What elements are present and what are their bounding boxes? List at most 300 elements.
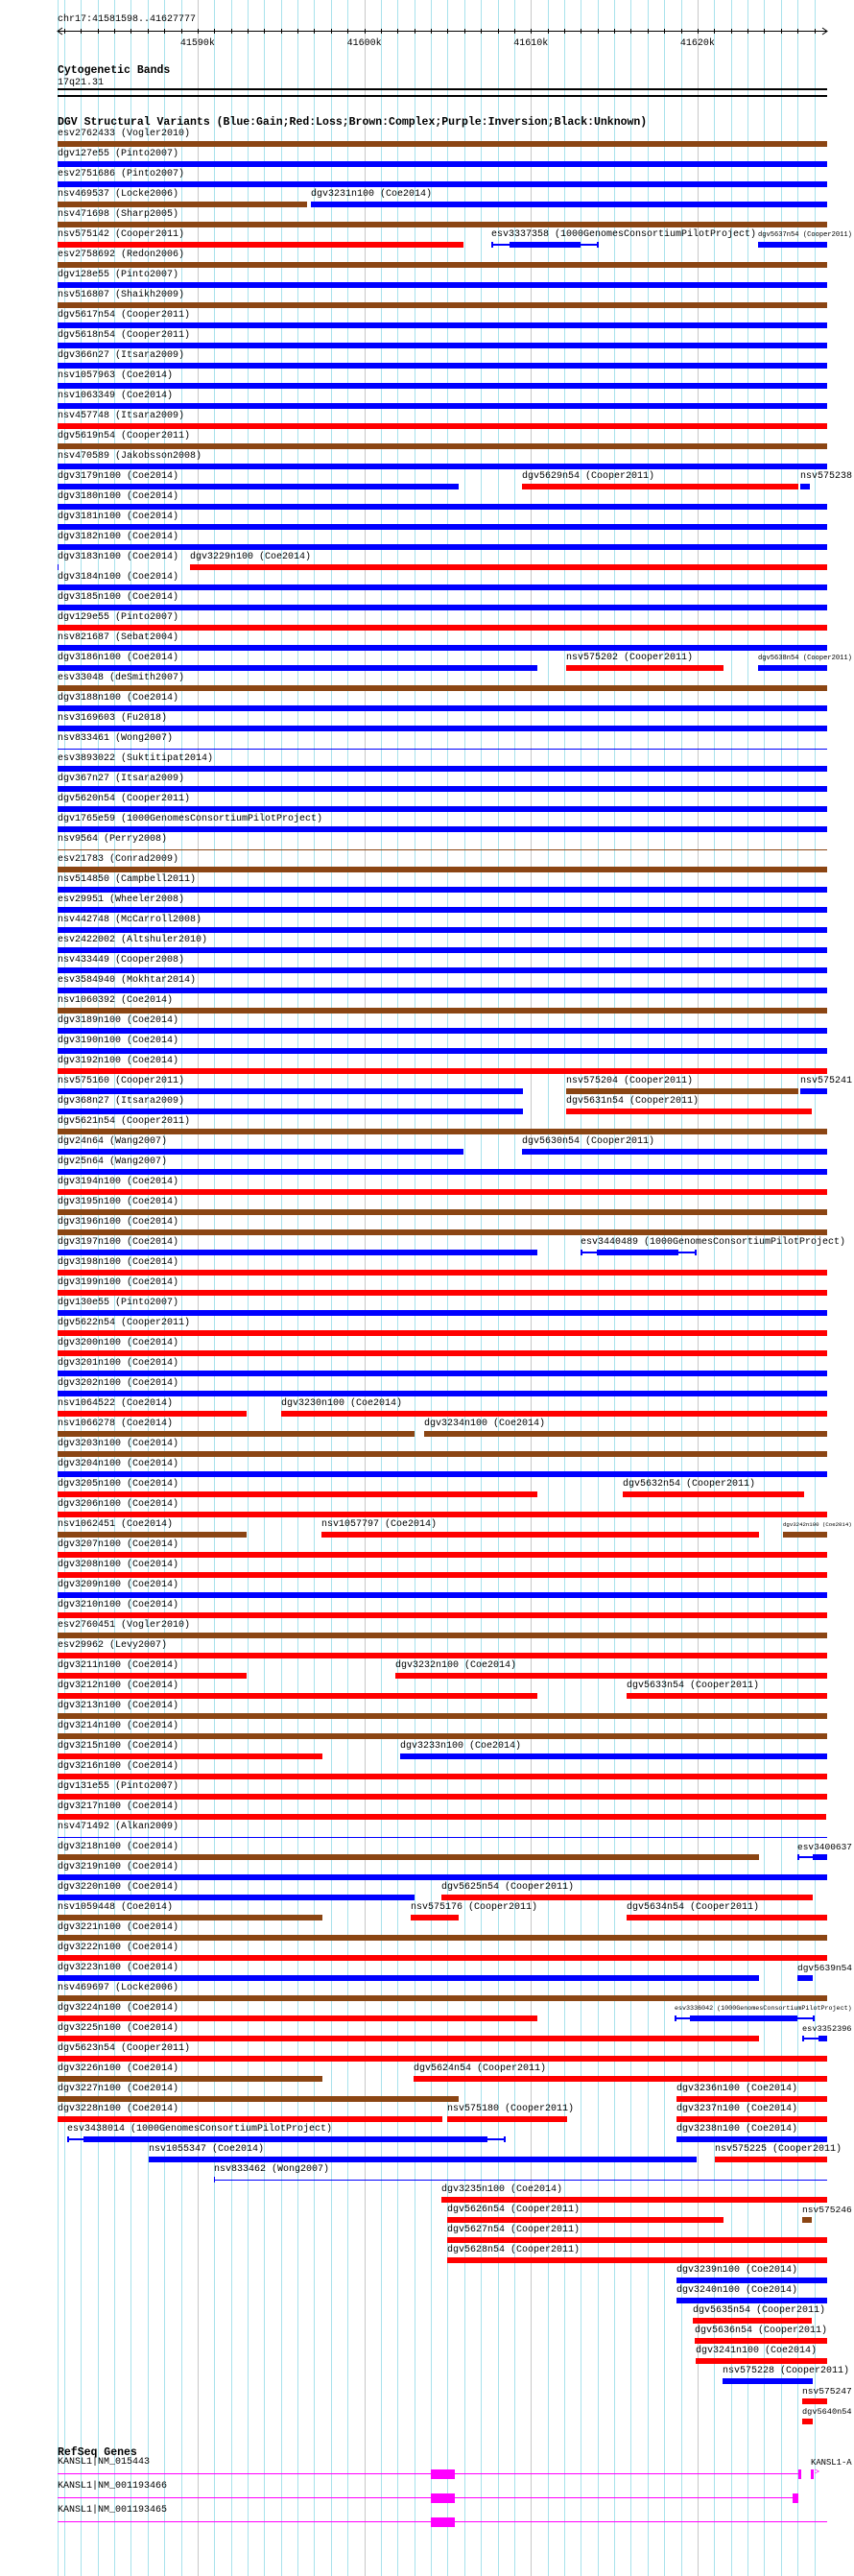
- variant-label: esv3584940 (Mokhtar2014): [58, 975, 197, 986]
- variant-bar[interactable]: [58, 302, 827, 308]
- variant-bar[interactable]: [522, 484, 798, 489]
- variant-label: dgv3184n100 (Coe2014): [58, 572, 179, 583]
- variant-bar[interactable]: [58, 1693, 537, 1699]
- variant-label: nsv469537 (Locke2006): [58, 189, 179, 200]
- variant-label: nsv833461 (Wong2007): [58, 733, 174, 744]
- variant-bar[interactable]: [510, 242, 581, 248]
- variant-bar[interactable]: [800, 1088, 827, 1094]
- variant-label: nsv433449 (Cooper2008): [58, 955, 185, 966]
- variant-bar[interactable]: [58, 1592, 827, 1598]
- variant-label: dgv3227n100 (Coe2014): [58, 2084, 179, 2094]
- gene-label: KANSL1|NM_001193466: [58, 2481, 168, 2492]
- variant-bar[interactable]: [58, 849, 827, 850]
- variant-label: dgv3203n100 (Coe2014): [58, 1439, 179, 1449]
- variant-label: nsv471698 (Sharp2005): [58, 209, 179, 220]
- variant-label: dgv25n64 (Wang2007): [58, 1157, 168, 1167]
- variant-label: dgv5636n54 (Cooper2011): [695, 2326, 828, 2336]
- variant-bar[interactable]: [58, 1837, 827, 1838]
- variant-bar[interactable]: [58, 1874, 827, 1880]
- variant-bar[interactable]: [58, 988, 827, 993]
- variant-bar[interactable]: [58, 484, 459, 489]
- variant-bar[interactable]: [813, 1854, 827, 1860]
- variant-bar[interactable]: [627, 1693, 827, 1699]
- variant-bar[interactable]: [58, 1935, 827, 1941]
- variant-label: dgv5621n54 (Cooper2011): [58, 1116, 191, 1127]
- variant-label: dgv3185n100 (Coe2014): [58, 592, 179, 603]
- variant-bar[interactable]: [149, 2157, 697, 2162]
- variant-label: dgv5631n54 (Cooper2011): [566, 1096, 700, 1107]
- variant-bar[interactable]: [58, 907, 827, 913]
- variant-bar[interactable]: [214, 2180, 827, 2181]
- variant-label: dgv3229n100 (Coe2014): [190, 552, 312, 562]
- variant-bar[interactable]: [58, 1975, 759, 1981]
- variant-bar[interactable]: [566, 1109, 812, 1114]
- variant-label: dgv3182n100 (Coe2014): [58, 532, 179, 542]
- variant-bar[interactable]: [58, 726, 827, 731]
- variant-label: dgv3205n100 (Coe2014): [58, 1479, 179, 1490]
- variant-label: dgv130e55 (Pinto2007): [58, 1298, 179, 1308]
- variant-bar[interactable]: [58, 2116, 442, 2122]
- variant-label: esv2751686 (Pinto2007): [58, 169, 185, 179]
- variant-label: nsv457748 (Itsara2009): [58, 411, 185, 421]
- variant-label: esv21783 (Conrad2009): [58, 854, 179, 865]
- variant-bar[interactable]: [58, 1048, 827, 1054]
- variant-bar[interactable]: [696, 2358, 827, 2364]
- variant-label: dgv3224n100 (Coe2014): [58, 2003, 179, 2014]
- variant-label: nsv575241: [800, 1076, 853, 1086]
- gene-exon[interactable]: [811, 2469, 814, 2479]
- variant-label: dgv3225n100 (Coe2014): [58, 2023, 179, 2034]
- variant-bar[interactable]: [58, 1169, 827, 1175]
- variant-bar[interactable]: [58, 282, 827, 288]
- variant-bar[interactable]: [58, 222, 827, 227]
- variant-bar[interactable]: [715, 2157, 827, 2162]
- axis-tick-label: 41620k: [679, 38, 715, 48]
- variant-label: nsv575204 (Cooper2011): [566, 1076, 694, 1086]
- variant-bar[interactable]: [424, 1431, 827, 1437]
- variant-label: dgv3211n100 (Coe2014): [58, 1660, 179, 1671]
- gene-exon[interactable]: [798, 2469, 801, 2479]
- gene-exon[interactable]: [431, 2493, 455, 2503]
- variant-bar[interactable]: [58, 464, 827, 469]
- variant-bar[interactable]: [58, 685, 827, 691]
- variant-label: nsv1062451 (Coe2014): [58, 1519, 174, 1530]
- variant-bar[interactable]: [58, 1895, 415, 1900]
- variant-label: dgv3221n100 (Coe2014): [58, 1922, 179, 1933]
- variant-bar[interactable]: [83, 2136, 487, 2142]
- variant-bar[interactable]: [758, 665, 827, 671]
- variant-label: dgv5617n54 (Cooper2011): [58, 310, 191, 321]
- variant-bar[interactable]: [441, 2197, 827, 2203]
- cyto-title: Cytogenetic Bands: [58, 64, 171, 77]
- variant-label: nsv575238: [800, 471, 853, 482]
- variant-label: dgv366n27 (Itsara2009): [58, 350, 185, 361]
- variant-label: dgv5637n54 (Cooper2011): [758, 231, 852, 239]
- gene-exon[interactable]: [793, 2493, 798, 2503]
- variant-bar[interactable]: [58, 1995, 827, 2001]
- gene-label: KANSL1-A: [811, 2458, 852, 2468]
- variant-bar[interactable]: [797, 1975, 813, 1981]
- variant-label: dgv3233n100 (Coe2014): [400, 1741, 522, 1752]
- variant-bar[interactable]: [58, 242, 463, 248]
- variant-bar[interactable]: [58, 786, 827, 792]
- variant-label: dgv3201n100 (Coe2014): [58, 1358, 179, 1369]
- variant-label: dgv3216n100 (Coe2014): [58, 1761, 179, 1772]
- variant-bar[interactable]: [58, 1270, 827, 1276]
- variant-label: nsv575247: [802, 2386, 852, 2397]
- variant-label: esv2422002 (Altshuler2010): [58, 935, 208, 945]
- variant-bar[interactable]: [58, 423, 827, 429]
- variant-bar[interactable]: [58, 1209, 827, 1215]
- variant-bar[interactable]: [58, 1350, 827, 1356]
- variant-label: nsv3169603 (Fu2018): [58, 713, 168, 724]
- variant-bar[interactable]: [58, 2015, 537, 2021]
- variant-label: dgv3213n100 (Coe2014): [58, 1701, 179, 1711]
- variant-bar[interactable]: [818, 2036, 827, 2041]
- variant-bar[interactable]: [676, 2096, 827, 2102]
- variant-bar[interactable]: [676, 2116, 827, 2122]
- variant-label: dgv3190n100 (Coe2014): [58, 1036, 179, 1046]
- variant-bar[interactable]: [58, 161, 827, 167]
- variant-bar[interactable]: [190, 564, 827, 570]
- variant-whisker: [581, 1250, 582, 1255]
- gene-exon[interactable]: [431, 2469, 455, 2479]
- variant-label: nsv514850 (Campbell2011): [58, 874, 197, 885]
- variant-bar[interactable]: [58, 202, 307, 207]
- variant-label: dgv3230n100 (Coe2014): [281, 1398, 403, 1409]
- variant-label: esv3336042 (1000GenomesConsortiumPilotProject): [675, 2005, 852, 2013]
- variant-bar[interactable]: [58, 383, 827, 389]
- ruler-axis[interactable]: [0, 23, 854, 48]
- variant-bar[interactable]: [447, 2257, 827, 2263]
- gene-exon[interactable]: [431, 2517, 455, 2527]
- variant-label: dgv5629n54 (Cooper2011): [522, 471, 655, 482]
- variant-label: dgv5623n54 (Cooper2011): [58, 2043, 191, 2054]
- variant-bar[interactable]: [58, 1129, 827, 1134]
- variant-bar[interactable]: [58, 443, 827, 449]
- variant-label: dgv3218n100 (Coe2014): [58, 1842, 179, 1852]
- variant-bar[interactable]: [58, 947, 827, 953]
- variant-bar[interactable]: [58, 1330, 827, 1336]
- variant-bar[interactable]: [58, 1451, 827, 1457]
- variant-bar[interactable]: [58, 1109, 523, 1114]
- variant-bar[interactable]: [58, 1612, 827, 1618]
- variant-label: dgv3241n100 (Coe2014): [696, 2346, 818, 2356]
- variant-label: nsv471492 (Alkan2009): [58, 1822, 179, 1832]
- variant-bar[interactable]: [58, 1068, 827, 1074]
- variant-bar[interactable]: [58, 2076, 322, 2082]
- variant-label: nsv575225 (Cooper2011): [715, 2144, 842, 2155]
- variant-bar[interactable]: [58, 605, 827, 610]
- variant-label: dgv5618n54 (Cooper2011): [58, 330, 191, 341]
- variant-label: esv3352396: [802, 2024, 852, 2034]
- variant-label: dgv5640n54: [802, 2407, 852, 2417]
- variant-bar[interactable]: [58, 322, 827, 328]
- variant-label: dgv127e55 (Pinto2007): [58, 149, 179, 159]
- variant-bar[interactable]: [566, 1088, 798, 1094]
- variant-label: dgv3220n100 (Coe2014): [58, 1882, 179, 1893]
- variant-bar[interactable]: [58, 504, 827, 510]
- variant-label: dgv131e55 (Pinto2007): [58, 1781, 179, 1792]
- variant-bar[interactable]: [58, 749, 827, 750]
- variant-bar[interactable]: [566, 665, 724, 671]
- variant-bar[interactable]: [58, 141, 827, 147]
- variant-bar[interactable]: [58, 1008, 827, 1014]
- variant-label: dgv5628n54 (Cooper2011): [447, 2245, 581, 2255]
- variant-label: dgv3208n100 (Coe2014): [58, 1560, 179, 1570]
- variant-bar[interactable]: [58, 645, 827, 651]
- variant-label: dgv5619n54 (Cooper2011): [58, 431, 191, 441]
- variant-bar[interactable]: [723, 2378, 812, 2384]
- variant-label: dgv3222n100 (Coe2014): [58, 1943, 179, 1953]
- variant-bar[interactable]: [58, 826, 827, 832]
- variant-whisker: [802, 2036, 804, 2041]
- variant-label: dgv3192n100 (Coe2014): [58, 1056, 179, 1066]
- variant-bar[interactable]: [58, 1189, 827, 1195]
- variant-bar[interactable]: [758, 242, 827, 248]
- variant-bar[interactable]: [522, 1149, 827, 1155]
- variant-label: dgv3202n100 (Coe2014): [58, 1378, 179, 1389]
- axis-tick-label: 41600k: [346, 38, 382, 48]
- variant-label: nsv1060392 (Coe2014): [58, 995, 174, 1006]
- variant-bar[interactable]: [58, 927, 827, 933]
- variant-label: dgv3209n100 (Coe2014): [58, 1580, 179, 1590]
- variant-bar[interactable]: [58, 1552, 827, 1558]
- variant-bar[interactable]: [693, 2318, 811, 2324]
- variant-bar[interactable]: [800, 484, 810, 489]
- variant-bar[interactable]: [58, 403, 827, 409]
- variant-label: dgv3237n100 (Coe2014): [676, 2104, 798, 2114]
- variant-label: dgv3239n100 (Coe2014): [676, 2265, 798, 2276]
- variant-bar[interactable]: [58, 1229, 827, 1235]
- variant-bar[interactable]: [676, 2136, 827, 2142]
- variant-bar[interactable]: [58, 1491, 537, 1497]
- variant-label: dgv3197n100 (Coe2014): [58, 1237, 179, 1248]
- variant-label: dgv3183n100 (Coe2014): [58, 552, 179, 562]
- variant-bar[interactable]: [58, 1310, 827, 1316]
- variant-bar[interactable]: [58, 1088, 523, 1094]
- variant-bar[interactable]: [414, 2076, 827, 2082]
- variant-bar[interactable]: [58, 1572, 827, 1578]
- variant-end-tick: [214, 2177, 215, 2182]
- variant-bar[interactable]: [58, 665, 537, 671]
- variant-label: dgv3226n100 (Coe2014): [58, 2063, 179, 2074]
- variant-label: dgv3195n100 (Coe2014): [58, 1197, 179, 1207]
- variant-bar[interactable]: [58, 1955, 827, 1961]
- variant-bar[interactable]: [58, 1915, 322, 1920]
- variant-label: dgv3219n100 (Coe2014): [58, 1862, 179, 1872]
- variant-bar[interactable]: [802, 2217, 812, 2223]
- gene-intron-line[interactable]: [58, 2473, 800, 2474]
- variant-label: nsv1064522 (Coe2014): [58, 1398, 174, 1409]
- variant-bar[interactable]: [58, 2056, 827, 2062]
- variant-bar[interactable]: [58, 343, 827, 348]
- variant-bar[interactable]: [58, 564, 59, 570]
- variant-label: dgv3232n100 (Coe2014): [395, 1660, 517, 1671]
- variant-label: nsv1055347 (Coe2014): [149, 2144, 265, 2155]
- variant-whisker: [797, 1854, 799, 1860]
- variant-bar[interactable]: [58, 1391, 827, 1396]
- variant-label: dgv5622n54 (Cooper2011): [58, 1318, 191, 1328]
- variant-bar[interactable]: [58, 1250, 537, 1255]
- variant-label: esv3893022 (Suktitipat2014): [58, 753, 214, 764]
- gene-intron-line[interactable]: [58, 2497, 798, 2498]
- variant-bar[interactable]: [281, 1411, 827, 1417]
- variant-bar[interactable]: [58, 887, 827, 893]
- variant-label: dgv3240n100 (Coe2014): [676, 2285, 798, 2296]
- variant-label: dgv5635n54 (Cooper2011): [693, 2305, 826, 2316]
- variant-label: esv3440489 (1000GenomesConsortiumPilotProject): [581, 1237, 846, 1248]
- variant-label: dgv3236n100 (Coe2014): [676, 2084, 798, 2094]
- variant-bar[interactable]: [58, 181, 827, 187]
- variant-bar[interactable]: [58, 1290, 827, 1296]
- variant-bar[interactable]: [695, 2338, 827, 2344]
- variant-bar[interactable]: [58, 1532, 247, 1538]
- variant-bar[interactable]: [441, 1895, 812, 1900]
- variant-label: nsv1057963 (Coe2014): [58, 370, 174, 381]
- variant-bar[interactable]: [597, 1250, 678, 1255]
- strand-arrow-icon: >: [814, 2468, 820, 2477]
- variant-bar[interactable]: [802, 2398, 827, 2404]
- variant-label: dgv5639n54: [797, 1963, 853, 1973]
- variant-bar[interactable]: [58, 1753, 322, 1759]
- variant-label: nsv833462 (Wong2007): [214, 2164, 330, 2175]
- variant-bar[interactable]: [58, 1371, 827, 1376]
- variant-bar[interactable]: [447, 2116, 566, 2122]
- variant-label: esv3337358 (1000GenomesConsortiumPilotProject): [491, 229, 757, 240]
- variant-label: nsv575176 (Cooper2011): [411, 1902, 538, 1913]
- variant-bar[interactable]: [58, 584, 827, 590]
- variant-bar[interactable]: [411, 1915, 459, 1920]
- variant-label: dgv3199n100 (Coe2014): [58, 1277, 179, 1288]
- variant-label: dgv5633n54 (Cooper2011): [627, 1681, 760, 1691]
- variant-label: esv2760451 (Vogler2010): [58, 1620, 191, 1631]
- variant-bar[interactable]: [58, 705, 827, 711]
- variant-whisker: [504, 2136, 506, 2142]
- dgv-track-title: DGV Structural Variants (Blue:Gain;Red:Loss;Brown:Complex;Purple:Inversion;Black:Unknown): [58, 116, 648, 129]
- variant-bar[interactable]: [676, 2298, 827, 2303]
- variant-whisker: [813, 2015, 815, 2021]
- variant-label: dgv3188n100 (Coe2014): [58, 693, 179, 704]
- variant-label: dgv5630n54 (Cooper2011): [522, 1136, 655, 1147]
- variant-bar[interactable]: [58, 1733, 827, 1739]
- variant-bar[interactable]: [58, 1411, 247, 1417]
- variant-bar[interactable]: [58, 1431, 415, 1437]
- variant-bar[interactable]: [400, 1753, 827, 1759]
- variant-bar[interactable]: [58, 1471, 827, 1477]
- variant-label: nsv1063349 (Coe2014): [58, 391, 174, 401]
- variant-bar[interactable]: [58, 1653, 827, 1658]
- variant-label: nsv575228 (Cooper2011): [723, 2366, 850, 2376]
- variant-label: dgv3217n100 (Coe2014): [58, 1801, 179, 1812]
- variant-bar[interactable]: [447, 2217, 724, 2223]
- variant-label: dgv1765e59 (1000GenomesConsortiumPilotProject): [58, 814, 323, 824]
- variant-bar[interactable]: [58, 524, 827, 530]
- variant-bar[interactable]: [58, 867, 827, 872]
- variant-bar[interactable]: [58, 1673, 247, 1679]
- variant-label: dgv3210n100 (Coe2014): [58, 1600, 179, 1610]
- variant-label: dgv5634n54 (Cooper2011): [627, 1902, 760, 1913]
- variant-label: nsv442748 (McCarroll2008): [58, 915, 202, 925]
- variant-bar[interactable]: [58, 262, 827, 268]
- variant-label: nsv516807 (Shaikh2009): [58, 290, 185, 300]
- variant-label: dgv3238n100 (Coe2014): [676, 2124, 798, 2135]
- axis-tick-label: 41610k: [513, 38, 549, 48]
- variant-bar[interactable]: [58, 544, 827, 550]
- variant-bar[interactable]: [690, 2015, 796, 2021]
- variant-whisker: [491, 242, 493, 248]
- cyto-band-bar[interactable]: [58, 88, 827, 90]
- variant-bar[interactable]: [395, 1673, 827, 1679]
- variant-label: nsv9564 (Perry2008): [58, 834, 168, 845]
- variant-label: nsv575202 (Cooper2011): [566, 653, 694, 663]
- variant-label: dgv3235n100 (Coe2014): [441, 2184, 563, 2195]
- variant-bar[interactable]: [58, 1814, 826, 1820]
- variant-bar[interactable]: [447, 2237, 827, 2243]
- variant-whisker: [675, 2015, 676, 2021]
- variant-label: dgv367n27 (Itsara2009): [58, 774, 185, 784]
- variant-label: nsv469697 (Locke2006): [58, 1983, 179, 1993]
- variant-label: dgv3179n100 (Coe2014): [58, 471, 179, 482]
- variant-label: dgv3228n100 (Coe2014): [58, 2104, 179, 2114]
- variant-bar[interactable]: [58, 1028, 827, 1034]
- variant-whisker: [597, 242, 599, 248]
- variant-label: dgv3206n100 (Coe2014): [58, 1499, 179, 1510]
- variant-bar[interactable]: [58, 625, 827, 631]
- variant-bar[interactable]: [623, 1491, 804, 1497]
- variant-bar[interactable]: [802, 2419, 813, 2424]
- variant-whisker: [695, 1250, 697, 1255]
- variant-label: dgv3200n100 (Coe2014): [58, 1338, 179, 1348]
- variant-label: dgv5632n54 (Cooper2011): [623, 1479, 756, 1490]
- variant-bar[interactable]: [58, 967, 827, 973]
- variant-bar[interactable]: [58, 1149, 463, 1155]
- variant-bar[interactable]: [311, 202, 827, 207]
- variant-bar[interactable]: [783, 1532, 827, 1538]
- variant-label: dgv368n27 (Itsara2009): [58, 1096, 185, 1107]
- variant-label: dgv128e55 (Pinto2007): [58, 270, 179, 280]
- variant-label: dgv3215n100 (Coe2014): [58, 1741, 179, 1752]
- variant-label: esv2762433 (Vogler2010): [58, 129, 191, 139]
- refseq-track-title: RefSeq Genes: [58, 2446, 137, 2459]
- variant-label: dgv3186n100 (Coe2014): [58, 653, 179, 663]
- variant-bar[interactable]: [58, 766, 827, 772]
- variant-bar[interactable]: [58, 806, 827, 812]
- variant-label: nsv575142 (Cooper2011): [58, 229, 185, 240]
- variant-label: dgv5627n54 (Cooper2011): [447, 2225, 581, 2235]
- variant-bar[interactable]: [58, 1633, 827, 1638]
- variant-bar[interactable]: [58, 1854, 759, 1860]
- variant-label: nsv1057797 (Coe2014): [321, 1519, 438, 1530]
- variant-label: esv29951 (Wheeler2008): [58, 894, 185, 905]
- variant-bar[interactable]: [627, 1915, 827, 1920]
- variant-bar[interactable]: [58, 2096, 459, 2102]
- variant-bar[interactable]: [58, 1774, 827, 1779]
- variant-bar[interactable]: [58, 363, 827, 369]
- variant-bar[interactable]: [676, 2278, 827, 2283]
- variant-bar[interactable]: [58, 1794, 827, 1800]
- variant-label: dgv3242n100 (Coe2014): [783, 1521, 852, 1528]
- variant-bar[interactable]: [58, 1512, 827, 1517]
- variant-bar[interactable]: [58, 1713, 827, 1719]
- gene-label: KANSL1|NM_001193465: [58, 2505, 168, 2516]
- variant-bar[interactable]: [58, 2036, 759, 2041]
- variant-label: esv33048 (deSmith2007): [58, 673, 185, 683]
- variant-label: dgv3180n100 (Coe2014): [58, 491, 179, 502]
- variant-label: dgv3181n100 (Coe2014): [58, 512, 179, 522]
- variant-label: dgv3223n100 (Coe2014): [58, 1963, 179, 1973]
- variant-bar[interactable]: [321, 1532, 759, 1538]
